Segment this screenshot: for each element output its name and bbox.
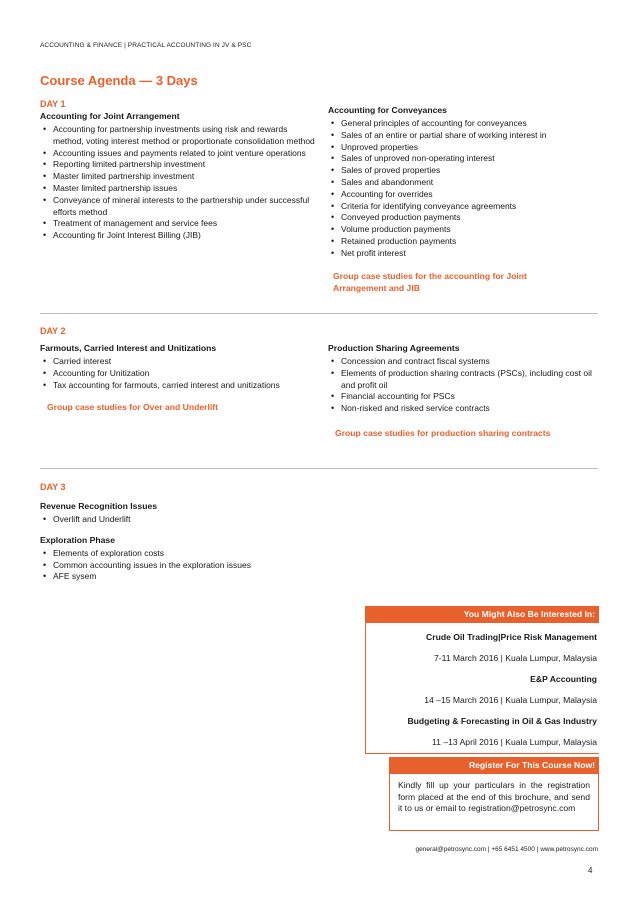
list-item: • Accounting for overrides [328, 189, 600, 201]
list-item: • Sales of an entire or partial share of working interest in [328, 130, 600, 142]
list-item: • Tax accounting for farmouts, carried interest and unitizations [40, 380, 315, 392]
day2-right-section [328, 343, 600, 439]
list-item: • Accounting for partnership investments using risk and rewards method, voting interest method or proportionate consolidation method [40, 124, 315, 148]
course-title: Budgeting & Forecasting in Oil & Gas Industry [407, 716, 597, 726]
day2-right-case-study: Group case studies for production sharing contracts [335, 427, 551, 438]
day1-label: DAY 1 [40, 99, 66, 109]
page-header: ACCOUNTING & FINANCE | PRACTICAL ACCOUNTING IN JV & PSC [40, 42, 252, 49]
list-item: • Accounting fir Joint Interest Billing (JIB) [40, 230, 315, 242]
list-item: • Master limited partnership investment [40, 171, 315, 183]
day1-left-section [40, 111, 315, 242]
day1-left-title: Accounting for Joint Arrangement [40, 111, 180, 121]
day2-left-case-study: Group case studies for Over and Underlift [47, 402, 218, 413]
list-item: • Elements of exploration costs [40, 548, 360, 560]
day2-right-title: Production Sharing Agreements [328, 343, 460, 353]
list-item: • AFE sysem [40, 571, 360, 583]
course-detail: 7-11 March 2016 | Kuala Lumpur, Malaysia [433, 653, 597, 663]
day3-section-title: Exploration Phase [40, 534, 115, 545]
list-item: • Elements of production sharing contracts (PSCs), including cost oil and profit oil [328, 368, 600, 392]
day1-right-title: Accounting for Conveyances [328, 105, 447, 115]
interest-box [365, 623, 599, 754]
list-item: • Treatment of management and service fees [40, 218, 315, 230]
day3-label: DAY 3 [40, 482, 66, 492]
list-item: • Retained production payments [328, 236, 600, 248]
list-item: • Volume production payments [328, 224, 600, 236]
register-heading: Register For This Course Now! [389, 757, 599, 774]
list-item: • Conveyance of mineral interests to the partnership under successful efforts method [40, 195, 315, 219]
divider [40, 313, 598, 314]
register-box [389, 774, 599, 831]
list-item: • Accounting issues and payments related to joint venture operations [40, 148, 315, 160]
day3-section-title: Revenue Recognition Issues [40, 501, 158, 511]
day2-left-list [40, 356, 315, 391]
contact-info: general@petrosync.com | +65 6451 4500 | www.petrosync.com [415, 846, 598, 853]
day1-case-study: Group case studies for the accounting for Joint Arrangement and JIB [333, 270, 527, 293]
divider [40, 468, 598, 469]
day1-left-list [40, 124, 315, 242]
day2-left-section [40, 343, 315, 413]
day3-section [40, 501, 360, 583]
day1-right-section [328, 105, 600, 294]
page-number: 4 [588, 866, 593, 875]
list-item: • Conveyed production payments [328, 212, 600, 224]
course-detail: 11 –13 April 2016 | Kuala Lumpur, Malaysia [432, 737, 597, 747]
list-item: • Overlift and Underlift [40, 514, 360, 526]
course-detail: 14 –15 March 2016 | Kuala Lumpur, Malaysia [424, 695, 597, 705]
list-item: • Criteria for identifying conveyance agreements [328, 201, 600, 213]
day1-right-list [328, 118, 600, 260]
list-item: • Accounting for Unitization [40, 368, 315, 380]
list-item: • Sales and abandonment [328, 177, 600, 189]
day2-label: DAY 2 [40, 326, 66, 336]
list-item: • Carried interest [40, 356, 315, 368]
course-title: Crude Oil Trading|Price Risk Management [426, 632, 597, 642]
list-item: • Concession and contract fiscal systems [328, 356, 600, 368]
list-item: • Master limited partnership issues [40, 183, 315, 195]
day2-left-title: Farmouts, Carried Interest and Unitizations [40, 343, 217, 353]
list-item: • Sales of unproved non-operating interest [328, 153, 600, 165]
list-item: • Financial accounting for PSCs [328, 391, 600, 403]
interest-heading: You Might Also Be Interested In: [365, 606, 599, 623]
list-item: • Non-risked and risked service contracts [328, 403, 600, 415]
list-item: • Unproved properties [328, 142, 600, 154]
list-item: • General principles of accounting for conveyances [328, 118, 600, 130]
list-item: • Net profit interest [328, 248, 600, 260]
course-title: E&P Accounting [530, 674, 597, 684]
register-text: Kindly fill up your particulars in the registration form placed at the end of this brochure, and send it to us or email to registration@petrosync.com [398, 780, 590, 814]
day2-right-list [328, 356, 600, 415]
day3-list-revenue [40, 514, 360, 526]
list-item: • Reporting limited partnership investment [40, 159, 315, 171]
page-title: Course Agenda — 3 Days [40, 73, 198, 88]
list-item: • Common accounting issues in the exploration issues [40, 560, 360, 572]
day3-list-exploration [40, 548, 360, 583]
list-item: • Sales of proved properties [328, 165, 600, 177]
